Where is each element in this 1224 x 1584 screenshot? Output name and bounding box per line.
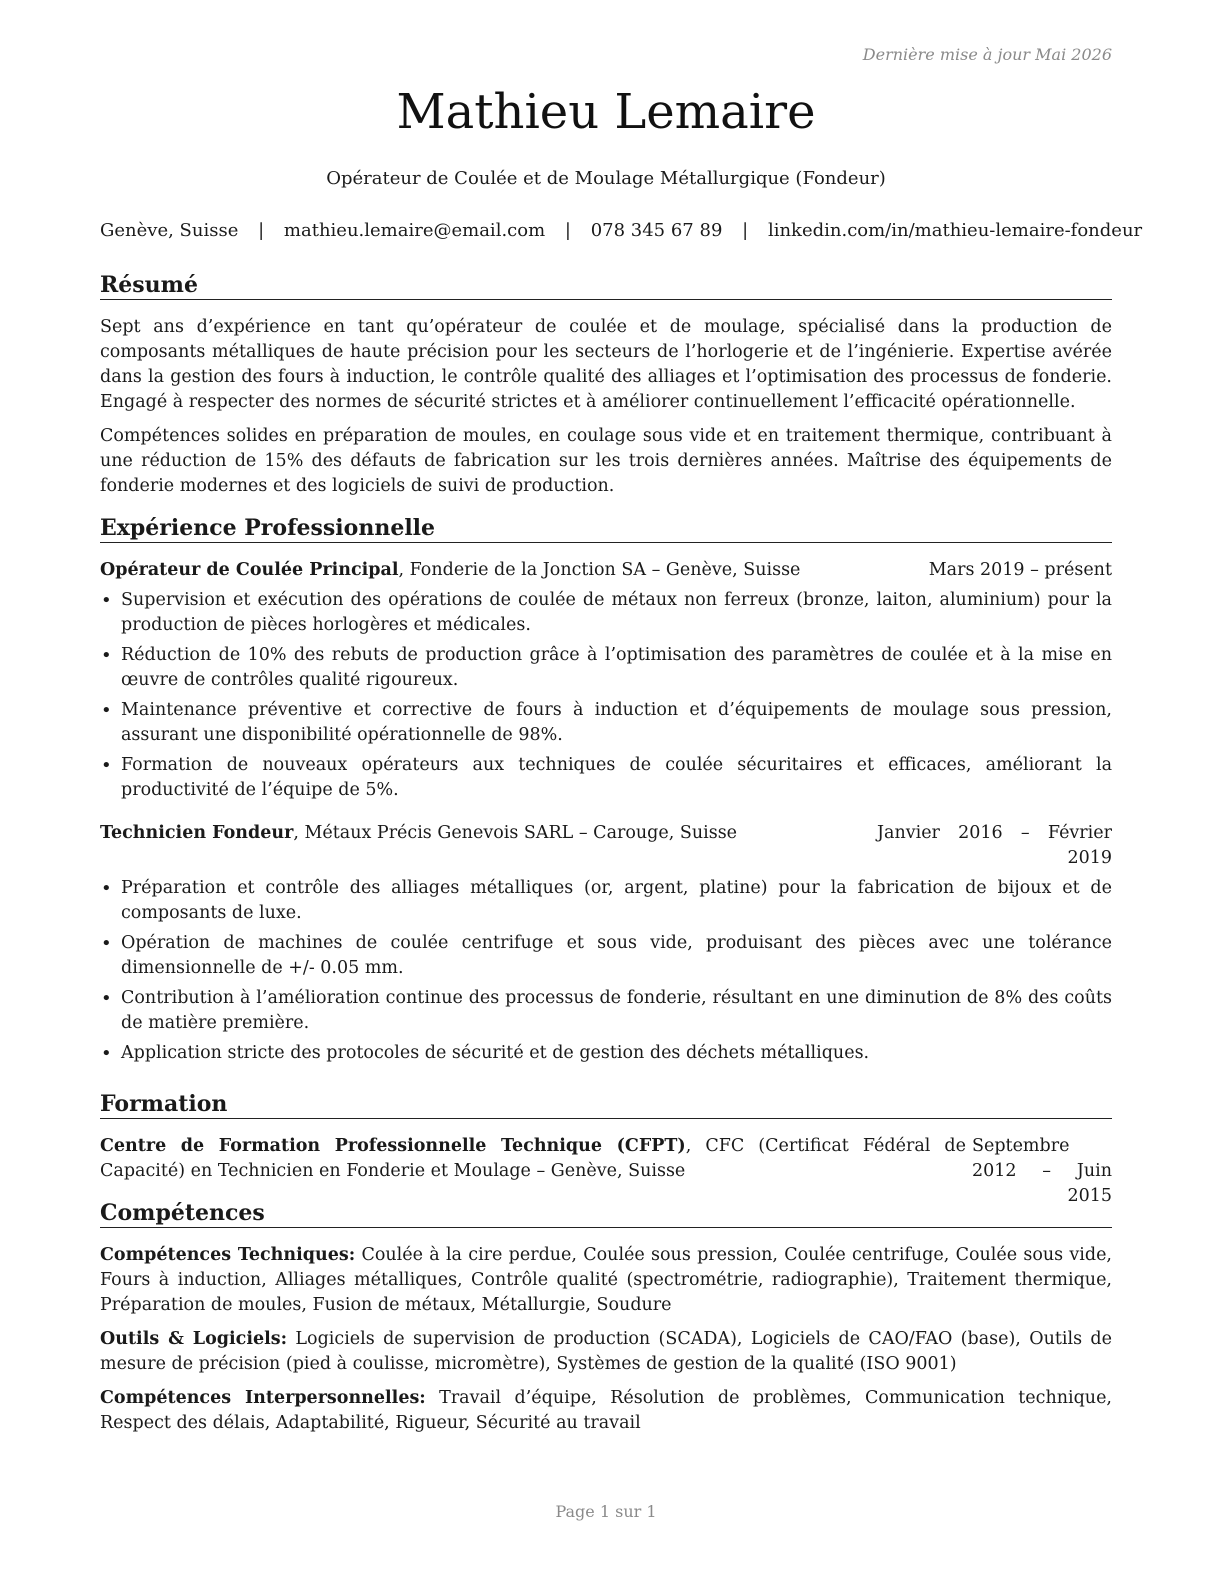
job-dates: Janvier 2016 – Février 2019: [877, 823, 1112, 868]
skill-group-text: Logiciels de supervision de production (SCADA), Logiciels de CAO/FAO (base), Outils de mesure de précision (pied à coulisse, micromètre), Systèmes de gestion de la qualité (ISO 9001): [100, 1329, 1112, 1374]
skill-group: [100, 1386, 1112, 1436]
bullet-item: • Application stricte des protocoles de sécurité et de gestion des déchets métalliques.: [100, 1041, 1112, 1066]
job-entry: [100, 821, 1112, 1066]
section-title-experience: Expérience Professionnelle: [100, 514, 1112, 543]
skill-group-label: Outils & Logiciels:: [100, 1329, 288, 1349]
contact-separator: |: [258, 220, 265, 241]
job-role: Technicien Fondeur: [100, 823, 294, 843]
skill-group: [100, 1243, 1112, 1318]
job-entry: [100, 558, 1112, 803]
page-footer: Page 1 sur 1: [555, 1502, 657, 1521]
job-header: [100, 821, 1112, 871]
summary-section: [100, 271, 1112, 499]
education-dates: Septembre 2012 – Juin 2015: [972, 1136, 1112, 1206]
skill-group: [100, 1327, 1112, 1377]
bullet-item: • Opération de machines de coulée centrifuge et sous vide, produisant des pièces avec une tolérance dimensionnelle de +/- 0.05 mm.: [100, 931, 1112, 981]
bullet-item: • Réduction de 10% des rebuts de production grâce à l’optimisation des paramètres de coulée et à la mise en œuvre de contrôles qualité rigoureux.: [100, 643, 1112, 693]
education-school: Centre de Formation Professionnelle Technique (CFPT): [100, 1136, 686, 1156]
job-header: [100, 558, 1112, 583]
contact-separator: |: [742, 220, 749, 241]
section-title-skills: Compétences: [100, 1199, 1112, 1228]
experience-section: [100, 514, 1112, 1071]
contact-location: Genève, Suisse: [100, 220, 239, 241]
job-dates: Mars 2019 – présent: [928, 560, 1112, 580]
contact-email[interactable]: mathieu.lemaire@email.com: [283, 220, 546, 241]
section-title-education: Formation: [100, 1090, 1112, 1119]
contact-phone[interactable]: 078 345 67 89: [590, 220, 723, 241]
education-section: [100, 1090, 1112, 1209]
skills-section: [100, 1199, 1112, 1436]
education-entry: [100, 1134, 1112, 1209]
job-bullets: [100, 588, 1112, 803]
skill-group-text: Coulée à la cire perdue, Coulée sous pression, Coulée centrifuge, Coulée sous vide, Fours à induction, Alliages métalliques, Contrôle qualité (spectrométrie, radiographie), Traitement thermique, Préparation de moules, Fusion de métaux, Métallurgie, Soudure: [100, 1245, 1113, 1315]
job-role: Opérateur de Coulée Principal: [100, 560, 399, 580]
summary-paragraph: Sept ans d’expérience en tant qu’opérateur de coulée et de moulage, spécialisé dans la production de composants métalliques de haute précision pour les secteurs de l’horlogerie et de l’ingénierie. Expertise avérée dans la gestion des fours à induction, le contrôle qualité des alliages et l’optimisation des processus de fonderie. Engagé à respecter des normes de sécurité strictes et à améliorer continuellement l’efficacité opérationnelle.: [100, 317, 1112, 412]
bullet-item: • Contribution à l’amélioration continue des processus de fonderie, résultant en une diminution de 8% des coûts de matière première.: [100, 986, 1112, 1036]
job-title: Opérateur de Coulée et de Moulage Métallurgique (Fondeur): [326, 168, 886, 189]
skill-group-label: Compétences Techniques:: [100, 1245, 356, 1265]
bullet-item: • Formation de nouveaux opérateurs aux techniques de coulée sécuritaires et efficaces, améliorant la productivité de l’équipe de 5%.: [100, 753, 1112, 803]
last-updated: Dernière mise à jour Mai 2026: [862, 45, 1112, 64]
job-company: , Métaux Précis Genevois SARL – Carouge, Suisse: [293, 823, 738, 843]
contact-separator: |: [564, 220, 571, 241]
section-title-summary: Résumé: [100, 271, 1112, 300]
skill-group-text: Travail d’équipe, Résolution de problèmes, Communication technique, Respect des délais, Adaptabilité, Rigueur, Sécurité au travail: [100, 1388, 1112, 1433]
bullet-item: • Préparation et contrôle des alliages métalliques (or, argent, platine) pour la fabrication de bijoux et de composants de luxe.: [100, 876, 1112, 926]
job-bullets: [100, 876, 1112, 1066]
bullet-item: • Supervision et exécution des opérations de coulée de métaux non ferreux (bronze, laiton, aluminium) pour la production de pièces horlogères et médicales.: [100, 588, 1112, 638]
resume-page: [100, 0, 1143, 1584]
skill-group-label: Compétences Interpersonnelles:: [100, 1388, 426, 1408]
education-detail: , CFC (Certificat Fédéral de Capacité) en Technicien en Fonderie et Moulage – Genève, Suisse: [100, 1136, 966, 1181]
job-company: , Fonderie de la Jonction SA – Genève, Suisse: [398, 560, 801, 580]
contact-linkedin[interactable]: linkedin.com/in/mathieu-lemaire-fondeur: [767, 220, 1143, 241]
summary-paragraph: Compétences solides en préparation de moules, en coulage sous vide et en traitement thermique, contribuant à une réduction de 15% des défauts de fabrication sur les trois dernières années. Maîtrise des équipements de fonderie modernes et des logiciels de suivi de production.: [100, 426, 1112, 496]
bullet-item: • Maintenance préventive et corrective de fours à induction et d’équipements de moulage sous pression, assurant une disponibilité opérationnelle de 98%.: [100, 698, 1112, 748]
candidate-name: Mathieu Lemaire: [396, 84, 816, 140]
contact-line: [100, 220, 1143, 241]
